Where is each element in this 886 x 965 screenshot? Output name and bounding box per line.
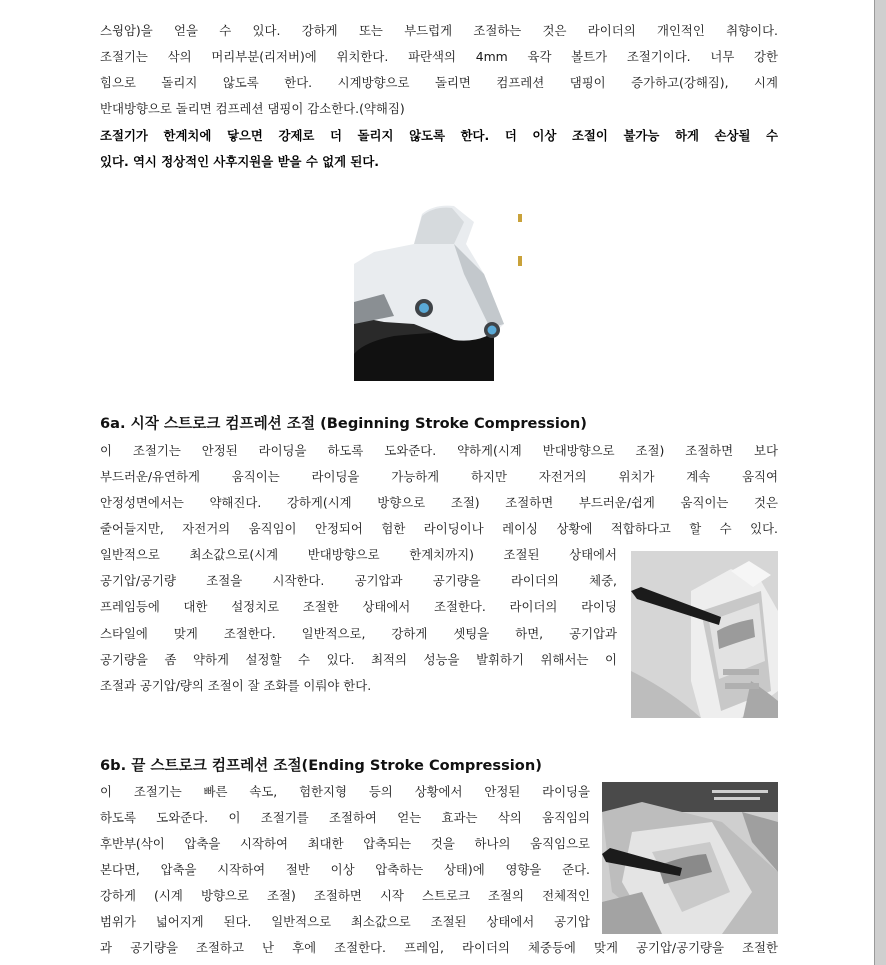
shock-ending-stroke-adjust-photo xyxy=(602,782,778,934)
text-line: 공기압/공기량 조절을 시작한다. 공기압과 공기량을 라이더의 체중, xyxy=(100,573,617,588)
warning-line: 조절기가 한계치에 닿으면 강제로 더 돌리지 않도록 한다. 더 이상 조절이 불가능 하게 손상될 수 xyxy=(100,128,778,143)
blue-adjuster-knob xyxy=(419,303,429,313)
text-line: 하도록 도와준다. 이 조절기를 조절하여 얻는 효과는 삭의 움직임의 xyxy=(100,810,590,825)
text-line: 범위가 넓어지게 된다. 일반적으로 최소값으로 조절된 상태에서 공기압 xyxy=(100,914,590,929)
text-line: 본다면, 압축을 시작하여 절반 이상 압축하는 상태)에 영향을 준다. xyxy=(100,862,590,877)
text-line: 후반부(삭이 압축을 시작하여 최대한 압축되는 것을 하나의 움직임으로 xyxy=(100,836,590,851)
text-line: 줄어들지만, 자전거의 움직임이 안정되어 험한 라이딩이나 레이싱 상황에 적합하다고 할 수 있다. xyxy=(100,521,778,536)
text-line: 스윙암)을 얻을 수 있다. 강하게 또는 부드럽게 조절하는 것은 라이더의 개인적인 취향이다. xyxy=(100,23,778,38)
text-line: 부드러운/유연하게 움직이는 라이딩을 가능하게 하지만 자전거의 위치가 계속 움직여 xyxy=(100,469,778,484)
text-line: 조절기는 삭의 머리부분(리저버)에 위치한다. 파란색의 4mm 육각 볼트가 조절기이다. 너무 강한 xyxy=(100,49,778,64)
text-line: 공기량을 좀 약하게 설정할 수 있다. 최적의 성능을 발휘하기 위해서는 이 xyxy=(100,652,617,667)
text-line: 조절과 공기압/량의 조절이 잘 조화를 이뤄야 한다. xyxy=(100,678,372,693)
page-shadow xyxy=(875,0,886,965)
shock-reservoir-adjuster-photo xyxy=(354,204,522,381)
section-6b-heading: 6b. 끝 스트로크 컴프레션 조절(Ending Stroke Compression) xyxy=(100,757,542,774)
text-line: 프레임등에 대한 설정치로 조절한 상태에서 조절한다. 라이더의 라이딩 xyxy=(100,599,617,614)
text-line: 일반적으로 최소값으로(시계 반대방향으로 한계치까지) 조절된 상태에서 xyxy=(100,547,617,562)
text-line: 반대방향으로 돌리면 컴프레션 댐핑이 감소한다.(약해짐) xyxy=(100,101,405,116)
shock-hex-key-adjust-photo xyxy=(631,551,778,718)
section-6a-heading: 6a. 시작 스트로크 컴프레션 조절 (Beginning Stroke Compression) xyxy=(100,415,587,432)
text-line: 이 조절기는 안정된 라이딩을 하도록 도와준다. 약하게(시계 반대방향으로 조절) 조절하면 보다 xyxy=(100,443,778,458)
text-line: 스타일에 맞게 조절한다. 일반적으로, 강하게 셋팅을 하면, 공기압과 xyxy=(100,626,617,641)
text-line: 힘으로 돌리지 않도록 한다. 시계방향으로 돌리면 컴프레션 댐핑이 증가하고(강해짐), 시계 xyxy=(100,75,778,90)
text-line: 이 조절기는 빠른 속도, 험한지형 등의 상황에서 안정된 라이딩을 xyxy=(100,784,590,799)
warning-line: 있다. 역시 정상적인 사후지원을 받을 수 없게 된다. xyxy=(100,154,379,169)
text-line: 안정성면에서는 약해진다. 강하게(시계 방향으로 조절) 조절하면 부드러운/쉽게 움직이는 것은 xyxy=(100,495,778,510)
text-line: 강하게 (시계 방향으로 조절) 조절하면 시작 스트로크 조절의 전체적인 xyxy=(100,888,590,903)
text-line: 과 공기량을 조절하고 난 후에 조절한다. 프레임, 라이더의 체중등에 맞게 공기압/공기량을 조절한 xyxy=(100,940,778,955)
